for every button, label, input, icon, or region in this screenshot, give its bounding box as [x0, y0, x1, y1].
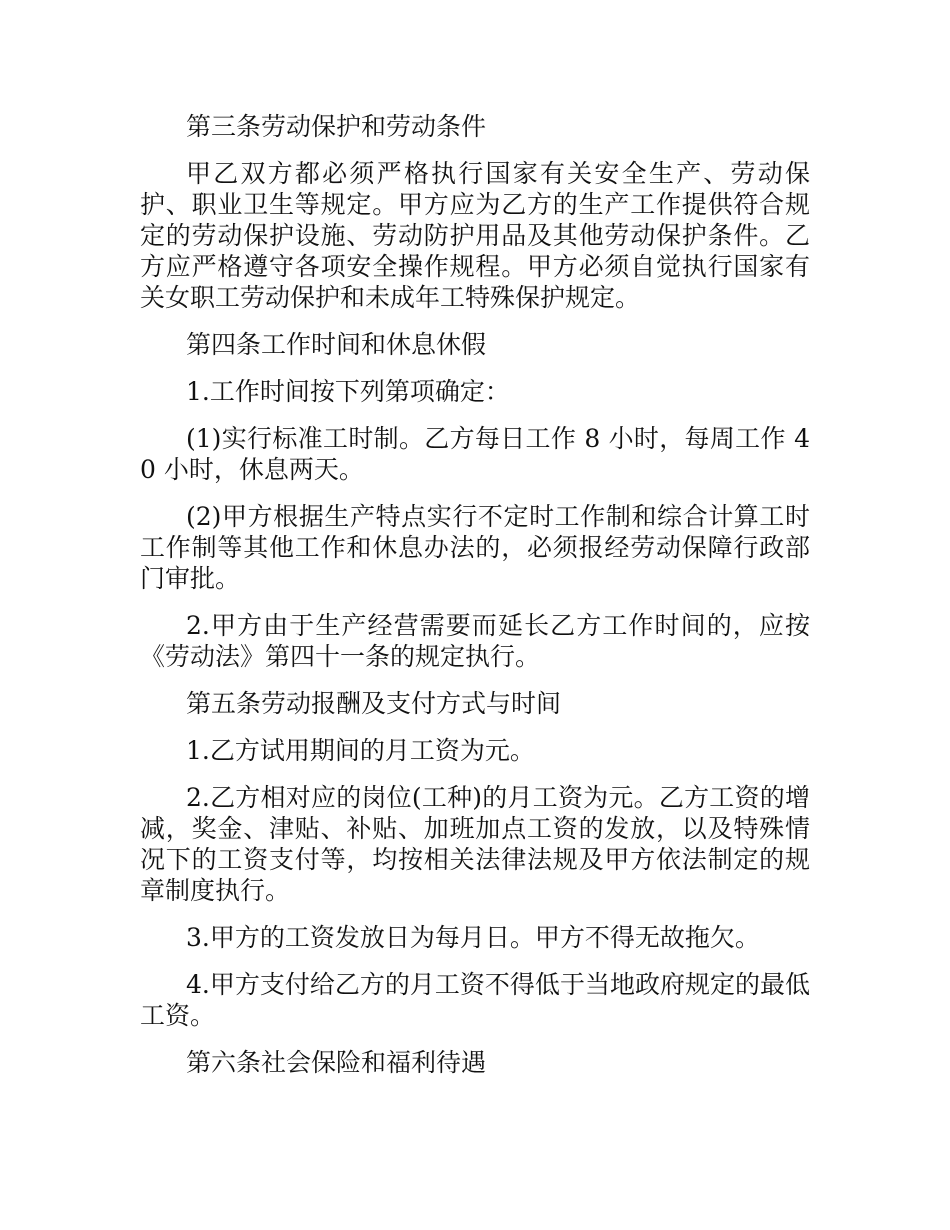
article-3-paragraph: 甲乙双方都必须严格执行国家有关安全生产、劳动保护、职业卫生等规定。甲方应为乙方的生产工作提供符合规定的劳动保护设施、劳动防护用品及其他劳动保护条件。乙方应严格遵守各项安全操作规程。甲方必须自觉执行国家有关女职工劳动保护和未成年工特殊保护规定。 — [140, 159, 810, 312]
article-4-item-1-2: (2)甲方根据生产特点实行不定时工作制和综合计算工时工作制等其他工作和休息办法的，必须报经劳动保障行政部门审批。 — [140, 502, 810, 593]
article-5-item-4: 4.甲方支付给乙方的月工资不得低于当地政府规定的最低工资。 — [140, 970, 810, 1030]
article-4-item-2: 2.甲方由于生产经营需要而延长乙方工作时间的，应按《劳动法》第四十一条的规定执行。 — [140, 611, 810, 671]
article-5-item-1: 1.乙方试用期间的月工资为元。 — [186, 736, 535, 765]
article-4-heading: 第四条工作时间和休息休假 — [186, 330, 487, 359]
article-5-heading: 第五条劳动报酬及支付方式与时间 — [186, 689, 562, 718]
article-6-heading: 第六条社会保险和福利待遇 — [186, 1048, 487, 1077]
article-5-item-3: 3.甲方的工资发放日为每月日。甲方不得无故拖欠。 — [186, 923, 760, 952]
article-5-item-2: 2.乙方相对应的岗位(工种)的月工资为元。乙方工资的增减，奖金、津贴、补贴、加班加点工资的发放，以及特殊情况下的工资支付等，均按相关法律法规及甲方依法制定的规章制度执行。 — [140, 783, 810, 905]
article-3-heading: 第三条劳动保护和劳动条件 — [186, 112, 487, 141]
article-4-item-1-1: (1)实行标准工时制。乙方每日工作 8 小时，每周工作 40 小时，休息两天。 — [140, 424, 810, 484]
document-page — [140, 111, 810, 1094]
article-4-item-1: 1.工作时间按下列第项确定： — [186, 377, 510, 406]
